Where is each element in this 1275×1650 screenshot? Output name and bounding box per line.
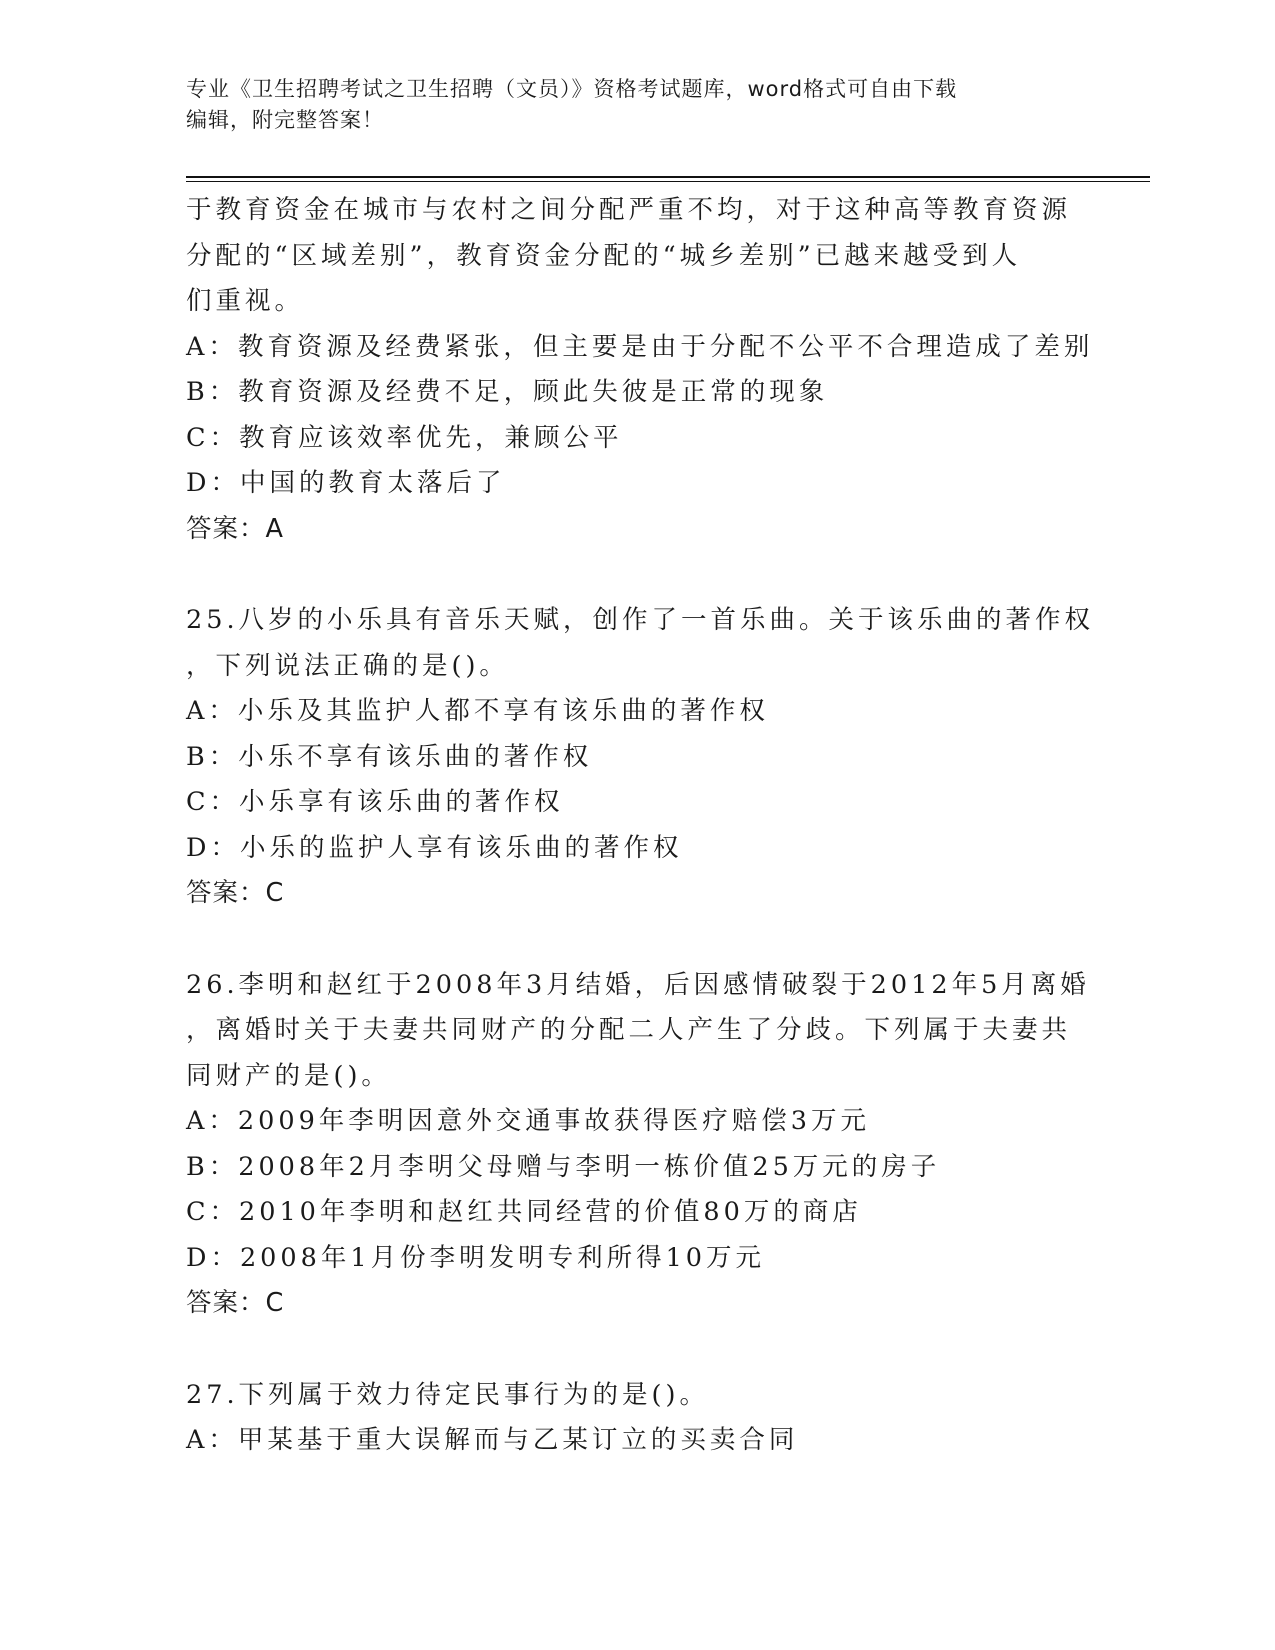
document-header xyxy=(186,74,1086,136)
option-c: C：小乐享有该乐曲的著作权 xyxy=(186,787,564,817)
question-27 xyxy=(186,1373,1086,1464)
spacer xyxy=(186,1327,1086,1373)
answer-line: 答案：A xyxy=(186,513,284,544)
option-a: A：2009年李明因意外交通事故获得医疗赔偿3万元 xyxy=(186,1106,871,1136)
option-b: B：2008年2月李明父母赠与李明一栋价值25万元的房子 xyxy=(186,1151,941,1182)
spacer xyxy=(186,917,1086,963)
option-b: B：教育资源及经费不足，顾此失彼是正常的现象 xyxy=(186,377,829,407)
header-divider-thin xyxy=(186,181,1150,182)
option-d: D：小乐的监护人享有该乐曲的著作权 xyxy=(186,832,683,863)
question-26 xyxy=(186,963,1090,1327)
option-a: A：教育资源及经费紧张，但主要是由于分配不公平不合理造成了差别 xyxy=(186,331,1094,362)
question-content xyxy=(186,188,1095,1464)
question-text-line: ，离婚时关于夫妻共同财产的分配二人产生了分歧。下列属于夫妻共 xyxy=(186,1015,1072,1045)
question-text-line: 26.李明和赵红于2008年3月结婚，后因感情破裂于2012年5月离婚 xyxy=(186,969,1090,1000)
option-c: C：教育应该效率优先，兼顾公平 xyxy=(186,422,623,453)
question-continuation xyxy=(186,188,1094,552)
option-d: D：中国的教育太落后了 xyxy=(186,468,506,498)
header-divider-thick xyxy=(186,176,1150,178)
header-line: 编辑，附完整答案！ xyxy=(186,108,384,132)
header-line: 专业《卫生招聘考试之卫生招聘（文员）》资格考试题库，word格式可自由下载 xyxy=(186,77,958,101)
question-25 xyxy=(186,598,1095,917)
option-d: D：2008年1月份李明发明专利所得10万元 xyxy=(186,1242,766,1273)
option-b: B：小乐不享有该乐曲的著作权 xyxy=(186,741,593,772)
option-a: A：甲某基于重大误解而与乙某订立的买卖合同 xyxy=(186,1425,799,1455)
answer-line: 答案：C xyxy=(186,1288,285,1318)
option-a: A：小乐及其监护人都不享有该乐曲的著作权 xyxy=(186,696,769,726)
question-text-line: 于教育资金在城市与农村之间分配严重不均，对于这种高等教育资源 xyxy=(186,195,1072,225)
spacer xyxy=(186,552,1086,598)
question-text-line: 们重视。 xyxy=(186,286,305,316)
question-text-line: 25.八岁的小乐具有音乐天赋，创作了一首乐曲。关于该乐曲的著作权 xyxy=(186,605,1095,635)
question-text-line: ，下列说法正确的是()。 xyxy=(186,650,509,681)
answer-line: 答案：C xyxy=(186,878,285,908)
question-text-line: 27.下列属于效力待定民事行为的是()。 xyxy=(186,1379,709,1410)
question-text-line: 同财产的是()。 xyxy=(186,1060,391,1091)
question-text-line: 分配的“区域差别”，教育资金分配的“城乡差别”已越来越受到人 xyxy=(186,240,1022,271)
option-c: C：2010年李明和赵红共同经营的价值80万的商店 xyxy=(186,1197,862,1227)
